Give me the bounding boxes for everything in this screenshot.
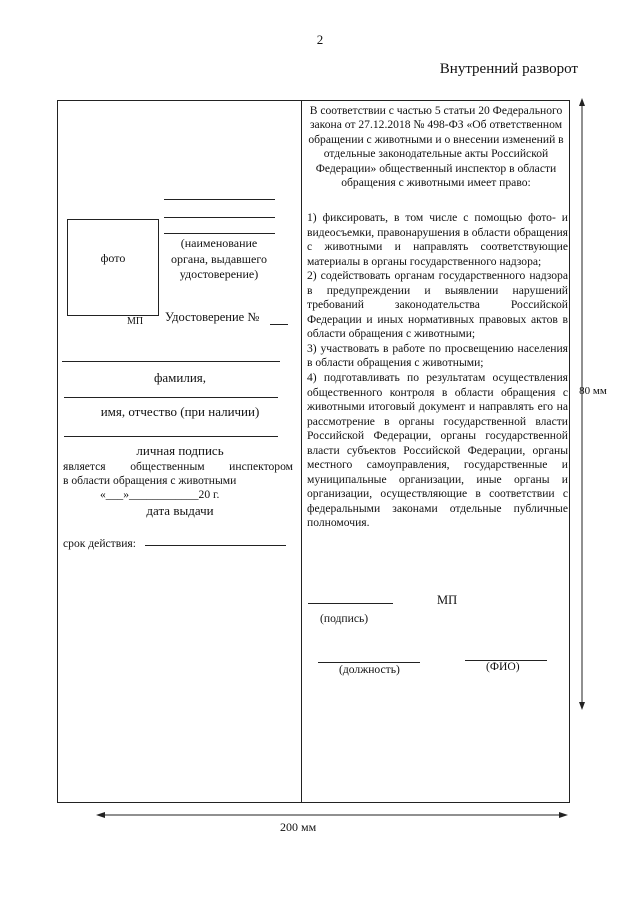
stamp-label-left: МП [127, 316, 144, 327]
position-caption: (должность) [339, 663, 400, 676]
lastname-label: фамилия, [153, 370, 207, 385]
lastname-line [62, 361, 280, 362]
spread-title: Внутренний разворот [439, 61, 578, 77]
inspector-status-line-1: является общественным инспектором [63, 460, 293, 473]
certificate-number-label: Удостоверение № [165, 310, 260, 324]
width-dimension-label: 200 мм [280, 820, 317, 834]
right-item-2: 2) содействовать органам государственного надзора в предупреждении и выявлении нарушений требований законодательства Российской Федерации и иных нормативных правовых актов в области обращения с животными; [307, 269, 568, 341]
right-item-3: 3) участвовать в работе по просвещению населения в области обращения с животными; [307, 341, 568, 370]
issuer-line-2 [164, 217, 275, 218]
width-dimension-arrow [96, 808, 568, 822]
right-item-1: 1) фиксировать, в том числе с помощью фото- и видеосъемки, правонарушения в области обращения с животными и направлять соответствующие материалы в органы государственного надзора; [307, 211, 568, 268]
signature-line-right [308, 603, 393, 604]
fullname-line [64, 397, 278, 398]
issue-date-field: «___»____________20 г. [100, 488, 220, 501]
personal-signature-label: личная подпись [136, 443, 224, 458]
signature-line [64, 436, 278, 437]
inspector-rights-list [307, 211, 568, 531]
stamp-label-right: МП [437, 593, 458, 607]
issuer-label: (наименование органа, выдавшего удостоверение) [170, 236, 267, 281]
legal-basis-heading: В соответствии с частью 5 статьи 20 Федерального закона от 27.12.2018 № 498-ФЗ «Об ответственном обращении с животными и о внесении изменений в отдельные законодательные акты Российской Федерации» общественный инспектор в области обращения с животными имеет право: [308, 104, 564, 190]
issuer-line-1 [164, 199, 275, 200]
photo-label: фото [100, 251, 126, 265]
issue-date-label: дата выдачи [146, 503, 214, 518]
photo-frame [67, 219, 159, 316]
right-item-4: 4) подготавливать по результатам осуществления общественного контроля в области обращения с животными итоговый документ и направлять его на рассмотрение в органы государственной власти Российской Федерации, органы государственной власти субъектов Российской Федерации, органы местного самоуправления, государственные и муниципальные организации, иные органы и организации, осуществляющие в соответствии с федеральными законами отдельные публичные полномочия. [307, 371, 568, 530]
height-dimension-arrow [572, 98, 592, 710]
fullname-label: имя, отчество (при наличии) [100, 404, 260, 419]
certificate-number-line [270, 324, 288, 325]
issuer-line-3 [164, 233, 275, 234]
page-number: 2 [316, 32, 324, 47]
signature-caption: (подпись) [320, 612, 369, 625]
height-dimension-label: 80 мм [579, 385, 607, 397]
validity-line [145, 545, 286, 546]
fio-caption: (ФИО) [486, 660, 520, 673]
validity-label: срок действия: [63, 537, 136, 550]
card-fold-line [301, 100, 302, 803]
inspector-status-line-2: в области обращения с животными [63, 474, 237, 487]
